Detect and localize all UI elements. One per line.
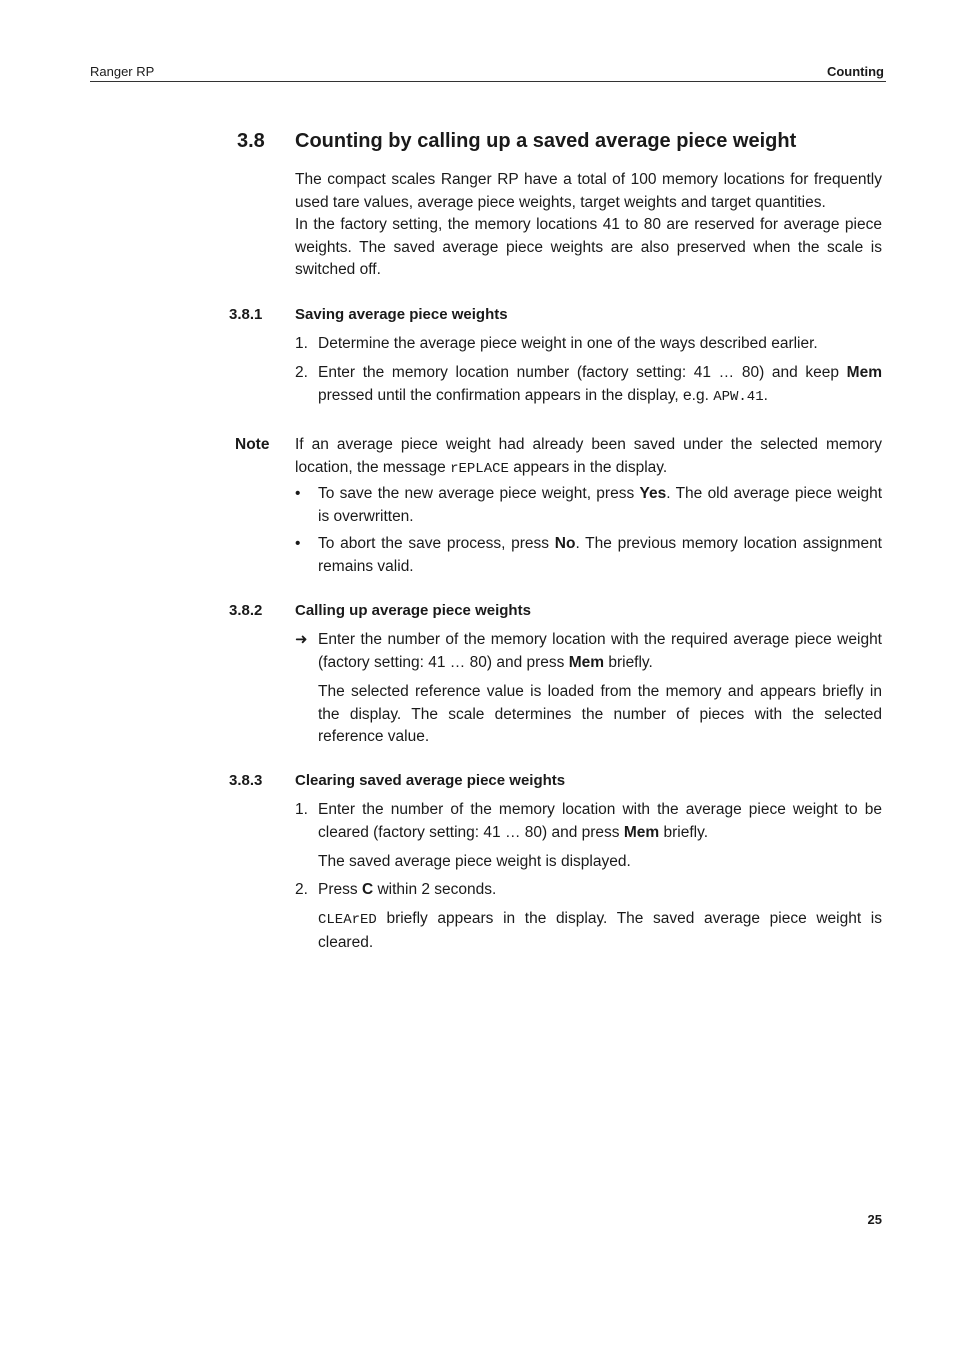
subsection-number-381: 3.8.1 <box>229 306 263 323</box>
display-readout: rEPLACE <box>450 460 509 477</box>
bullet-icon: • <box>295 485 301 502</box>
bullet-text: To abort the save process, press No. The previous memory location assignment remains valid. <box>318 535 882 575</box>
list-item <box>295 483 882 528</box>
key-c: C <box>361 881 374 898</box>
step-result: The saved average piece weight is displayed. <box>318 853 631 870</box>
step-text: Enter the number of the memory location with the required average piece weight (factory setting: 41 … 80) and press Mem briefly. <box>318 631 882 671</box>
key-mem: Mem <box>846 364 882 381</box>
arrow-right-icon: ➜ <box>295 631 308 648</box>
key-no: No <box>554 535 576 552</box>
bullet-text: To save the new average piece weight, press Yes. The old average piece weight is overwritten. <box>318 485 882 525</box>
header-product: Ranger RP <box>90 64 155 79</box>
key-mem: Mem <box>568 653 605 671</box>
intro-paragraph-2: In the factory setting, the memory locations 41 to 80 are reserved for average piece weights. The saved average piece weights are also preserved when the scale is switched off. <box>295 216 882 278</box>
header-divider <box>90 81 886 82</box>
list-item <box>295 362 882 408</box>
step-marker: 2. <box>295 881 308 898</box>
step-text: Determine the average piece weight in one of the ways described earlier. <box>318 335 818 352</box>
subsection-number-382: 3.8.2 <box>229 602 263 619</box>
bullet-icon: • <box>295 535 301 552</box>
key-mem: Mem <box>623 823 660 841</box>
subsection-title-381: Saving average piece weights <box>295 306 508 323</box>
intro-paragraph-1: The compact scales Ranger RP have a total of 100 memory locations for frequently used tare values, average piece weights, target weights and target quantities. <box>295 171 882 211</box>
step-result: CLEArED briefly appears in the display. The saved average piece weight is cleared. <box>318 910 882 951</box>
step-marker: 1. <box>295 335 308 352</box>
list-item <box>295 629 882 674</box>
note-label: Note <box>235 436 270 453</box>
list-item <box>295 333 882 356</box>
key-yes: Yes <box>639 485 667 502</box>
subsection-title-383: Clearing saved average piece weights <box>295 772 566 789</box>
display-readout: APW.41 <box>713 388 764 405</box>
section-title: Counting by calling up a saved average piece weight <box>295 130 797 152</box>
step-text: Enter the number of the memory location with the average piece weight to be cleared (factory setting: 41 … 80) and press Mem briefly. <box>318 801 882 841</box>
step-text: Press C within 2 seconds. <box>318 881 497 898</box>
step-text: Enter the memory location number (factory setting: 41 … 80) and keep Mem pressed until the confirmation appears in the display, e.g. APW.41. <box>318 364 882 405</box>
header-chapter: Counting <box>826 64 884 79</box>
section-number: 3.8 <box>237 130 265 152</box>
subsection-number-383: 3.8.3 <box>229 772 263 789</box>
step-result: The selected reference value is loaded from the memory and appears briefly in the display. The scale determines the number of pieces with the selected reference value. <box>318 683 882 745</box>
note-text: If an average piece weight had already been saved under the selected memory location, the message rEPLACE appears in the display. <box>295 436 882 477</box>
step-marker: 2. <box>295 364 308 381</box>
page-number: 25 <box>867 1212 882 1227</box>
subsection-title-382: Calling up average piece weights <box>295 602 531 619</box>
list-item <box>295 533 882 578</box>
list-item <box>295 799 882 844</box>
list-item <box>295 879 882 902</box>
display-readout: CLEArED <box>318 912 377 928</box>
step-marker: 1. <box>295 801 308 818</box>
